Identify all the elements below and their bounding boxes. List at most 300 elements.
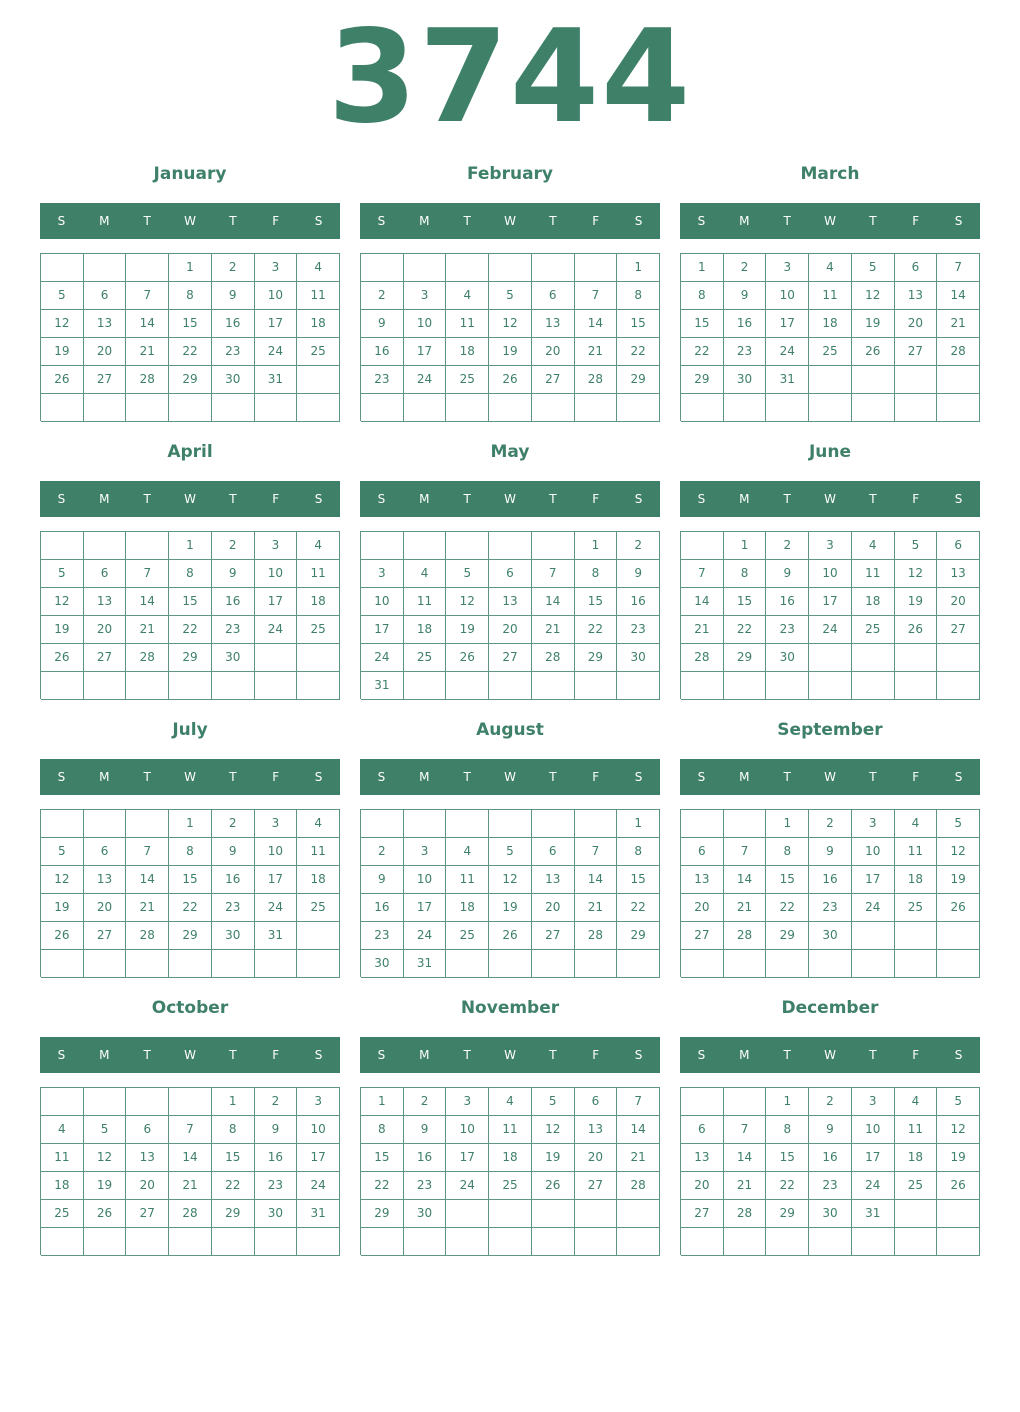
empty-cell (126, 1228, 169, 1256)
day-cell: 16 (361, 894, 404, 922)
day-cell: 7 (126, 838, 169, 866)
day-cell: 6 (532, 838, 575, 866)
weekday-label: S (697, 492, 706, 506)
empty-cell (169, 394, 212, 422)
day-cell: 5 (852, 254, 895, 282)
day-cell: 15 (575, 588, 618, 616)
weekday-header (40, 1037, 340, 1073)
empty-cell (404, 810, 447, 838)
day-cell: 1 (212, 1088, 255, 1116)
weekday-header (360, 203, 660, 239)
day-cell: 4 (489, 1088, 532, 1116)
weekday-label: T (143, 770, 151, 784)
empty-cell (212, 1228, 255, 1256)
empty-cell (766, 394, 809, 422)
day-cell: 1 (617, 810, 660, 838)
weekday-label: S (57, 1048, 66, 1062)
day-cell: 24 (852, 1172, 895, 1200)
empty-cell (895, 672, 938, 700)
day-cell: 8 (681, 282, 724, 310)
day-cell: 14 (575, 866, 618, 894)
empty-cell (575, 1228, 618, 1256)
day-cell: 16 (255, 1144, 298, 1172)
empty-cell (937, 1200, 980, 1228)
day-cell: 8 (169, 560, 212, 588)
day-cell: 21 (575, 894, 618, 922)
day-cell: 2 (361, 838, 404, 866)
weekday-label: F (272, 492, 280, 506)
weekday-header (360, 481, 660, 517)
day-cell: 13 (937, 560, 980, 588)
day-cell: 24 (297, 1172, 340, 1200)
day-cell: 19 (937, 1144, 980, 1172)
empty-cell (532, 1228, 575, 1256)
day-cell: 24 (361, 644, 404, 672)
empty-cell (681, 950, 724, 978)
day-cell: 4 (41, 1116, 84, 1144)
day-cell: 18 (895, 1144, 938, 1172)
weekday-label: F (592, 1048, 600, 1062)
day-cell: 24 (404, 366, 447, 394)
empty-cell (489, 1200, 532, 1228)
day-cell: 11 (809, 282, 852, 310)
day-grid (680, 253, 980, 421)
month-name: November (460, 998, 560, 1018)
weekday-label: W (504, 1048, 516, 1062)
day-cell: 14 (126, 866, 169, 894)
weekday-label: M (739, 492, 750, 506)
day-grid (40, 253, 340, 421)
empty-cell (41, 810, 84, 838)
weekday-label: S (314, 492, 323, 506)
empty-cell (617, 950, 660, 978)
day-cell: 2 (809, 1088, 852, 1116)
day-cell: 10 (852, 1116, 895, 1144)
day-cell: 25 (852, 616, 895, 644)
empty-cell (41, 1088, 84, 1116)
weekday-label: T (143, 214, 151, 228)
day-cell: 3 (446, 1088, 489, 1116)
day-cell: 8 (766, 1116, 809, 1144)
day-cell: 26 (532, 1172, 575, 1200)
day-cell: 26 (489, 922, 532, 950)
empty-cell (361, 810, 404, 838)
empty-cell (852, 922, 895, 950)
day-cell: 16 (212, 310, 255, 338)
day-cell: 13 (84, 588, 127, 616)
weekday-label: W (504, 214, 516, 228)
day-cell: 29 (361, 1200, 404, 1228)
weekday-label: T (783, 492, 791, 506)
day-cell: 14 (681, 588, 724, 616)
weekday-label: F (912, 1048, 920, 1062)
day-cell: 16 (212, 866, 255, 894)
weekday-label: F (272, 214, 280, 228)
day-cell: 5 (41, 282, 84, 310)
day-cell: 23 (809, 1172, 852, 1200)
weekday-label: M (739, 770, 750, 784)
day-grid (40, 531, 340, 699)
day-cell: 19 (446, 616, 489, 644)
day-cell: 10 (255, 282, 298, 310)
day-cell: 8 (766, 838, 809, 866)
day-cell: 3 (404, 282, 447, 310)
day-cell: 16 (766, 588, 809, 616)
day-cell: 25 (895, 894, 938, 922)
weekday-label: S (634, 492, 643, 506)
weekday-label: T (783, 214, 791, 228)
day-cell: 1 (617, 254, 660, 282)
empty-cell (809, 672, 852, 700)
day-cell: 28 (169, 1200, 212, 1228)
weekday-label: M (99, 214, 110, 228)
day-cell: 11 (404, 588, 447, 616)
empty-cell (446, 532, 489, 560)
day-cell: 14 (724, 1144, 767, 1172)
day-cell: 16 (809, 866, 852, 894)
empty-cell (852, 950, 895, 978)
weekday-label: T (463, 214, 471, 228)
day-cell: 25 (297, 894, 340, 922)
day-cell: 30 (766, 644, 809, 672)
day-cell: 18 (446, 338, 489, 366)
day-cell: 28 (575, 366, 618, 394)
weekday-label: S (954, 214, 963, 228)
year-title: 3744 (327, 3, 693, 152)
day-cell: 4 (895, 1088, 938, 1116)
day-cell: 23 (361, 366, 404, 394)
empty-cell (809, 394, 852, 422)
weekday-label: F (592, 492, 600, 506)
day-cell: 22 (617, 338, 660, 366)
weekday-label: T (229, 214, 237, 228)
day-cell: 13 (532, 866, 575, 894)
day-cell: 12 (84, 1144, 127, 1172)
empty-cell (489, 672, 532, 700)
month-name: May (490, 442, 530, 462)
day-cell: 29 (169, 366, 212, 394)
day-cell: 29 (169, 922, 212, 950)
day-cell: 17 (852, 1144, 895, 1172)
day-cell: 4 (446, 838, 489, 866)
day-cell: 21 (126, 616, 169, 644)
empty-cell (361, 1228, 404, 1256)
day-cell: 22 (169, 894, 212, 922)
empty-cell (361, 254, 404, 282)
weekday-label: M (739, 1048, 750, 1062)
day-cell: 15 (361, 1144, 404, 1172)
day-cell: 30 (212, 366, 255, 394)
day-cell: 7 (126, 560, 169, 588)
empty-cell (404, 394, 447, 422)
weekday-label: M (99, 492, 110, 506)
empty-cell (446, 950, 489, 978)
day-cell: 17 (404, 894, 447, 922)
day-cell: 2 (212, 532, 255, 560)
weekday-label: S (314, 770, 323, 784)
day-cell: 31 (404, 950, 447, 978)
day-cell: 6 (681, 1116, 724, 1144)
weekday-header (360, 1037, 660, 1073)
day-cell: 10 (255, 838, 298, 866)
day-cell: 9 (255, 1116, 298, 1144)
empty-cell (724, 1088, 767, 1116)
empty-cell (126, 394, 169, 422)
day-cell: 10 (446, 1116, 489, 1144)
day-cell: 21 (126, 338, 169, 366)
day-cell: 27 (681, 922, 724, 950)
day-cell: 13 (895, 282, 938, 310)
day-cell: 3 (255, 810, 298, 838)
day-cell: 1 (169, 810, 212, 838)
day-cell: 10 (809, 560, 852, 588)
empty-cell (489, 394, 532, 422)
day-cell: 9 (212, 560, 255, 588)
day-cell: 29 (766, 1200, 809, 1228)
empty-cell (575, 950, 618, 978)
day-cell: 27 (126, 1200, 169, 1228)
day-cell: 3 (766, 254, 809, 282)
day-cell: 1 (766, 1088, 809, 1116)
empty-cell (489, 810, 532, 838)
day-cell: 2 (617, 532, 660, 560)
day-cell: 9 (809, 1116, 852, 1144)
day-cell: 10 (404, 866, 447, 894)
empty-cell (361, 394, 404, 422)
day-cell: 8 (212, 1116, 255, 1144)
day-cell: 12 (937, 838, 980, 866)
day-cell: 31 (297, 1200, 340, 1228)
empty-cell (937, 366, 980, 394)
day-cell: 26 (895, 616, 938, 644)
day-cell: 14 (169, 1144, 212, 1172)
day-cell: 28 (724, 922, 767, 950)
day-cell: 7 (169, 1116, 212, 1144)
day-cell: 1 (724, 532, 767, 560)
day-cell: 4 (404, 560, 447, 588)
day-cell: 8 (169, 282, 212, 310)
empty-cell (404, 532, 447, 560)
day-cell: 29 (766, 922, 809, 950)
day-cell: 15 (169, 588, 212, 616)
empty-cell (532, 950, 575, 978)
weekday-label: S (954, 492, 963, 506)
empty-cell (361, 532, 404, 560)
empty-cell (575, 1200, 618, 1228)
day-cell: 27 (84, 644, 127, 672)
day-cell: 5 (937, 1088, 980, 1116)
day-cell: 9 (809, 838, 852, 866)
day-cell: 23 (212, 338, 255, 366)
empty-cell (937, 1228, 980, 1256)
day-cell: 19 (852, 310, 895, 338)
empty-cell (724, 672, 767, 700)
day-cell: 18 (895, 866, 938, 894)
day-cell: 19 (489, 894, 532, 922)
day-cell: 23 (404, 1172, 447, 1200)
day-cell: 18 (446, 894, 489, 922)
day-cell: 17 (404, 338, 447, 366)
empty-cell (575, 394, 618, 422)
day-cell: 21 (532, 616, 575, 644)
day-cell: 20 (681, 1172, 724, 1200)
weekday-label: S (57, 214, 66, 228)
empty-cell (852, 366, 895, 394)
day-cell: 18 (297, 588, 340, 616)
empty-cell (255, 672, 298, 700)
weekday-label: T (143, 492, 151, 506)
day-cell: 9 (617, 560, 660, 588)
day-cell: 9 (212, 282, 255, 310)
day-cell: 27 (84, 922, 127, 950)
empty-cell (852, 1228, 895, 1256)
day-cell: 6 (895, 254, 938, 282)
empty-cell (852, 394, 895, 422)
day-cell: 20 (937, 588, 980, 616)
day-cell: 23 (255, 1172, 298, 1200)
weekday-header (680, 1037, 980, 1073)
weekday-label: T (463, 1048, 471, 1062)
empty-cell (937, 644, 980, 672)
day-cell: 11 (446, 866, 489, 894)
day-cell: 16 (212, 588, 255, 616)
day-cell: 24 (404, 922, 447, 950)
empty-cell (41, 532, 84, 560)
empty-cell (126, 532, 169, 560)
empty-cell (84, 672, 127, 700)
weekday-label: T (143, 1048, 151, 1062)
day-cell: 12 (41, 588, 84, 616)
empty-cell (681, 532, 724, 560)
day-cell: 4 (809, 254, 852, 282)
weekday-label: T (869, 214, 877, 228)
day-cell: 15 (617, 866, 660, 894)
empty-cell (895, 1228, 938, 1256)
empty-cell (681, 1088, 724, 1116)
day-cell: 4 (297, 254, 340, 282)
day-cell: 9 (404, 1116, 447, 1144)
empty-cell (724, 950, 767, 978)
month-name: October (151, 998, 229, 1018)
weekday-label: S (697, 1048, 706, 1062)
empty-cell (617, 1200, 660, 1228)
day-cell: 12 (489, 310, 532, 338)
weekday-label: W (824, 770, 836, 784)
day-cell: 22 (169, 338, 212, 366)
day-cell: 22 (766, 1172, 809, 1200)
day-cell: 11 (297, 838, 340, 866)
day-cell: 2 (404, 1088, 447, 1116)
empty-cell (84, 950, 127, 978)
day-cell: 17 (446, 1144, 489, 1172)
day-cell: 26 (41, 922, 84, 950)
day-cell: 5 (41, 838, 84, 866)
day-cell: 30 (809, 922, 852, 950)
weekday-label: S (377, 770, 386, 784)
day-cell: 20 (532, 894, 575, 922)
day-cell: 30 (724, 366, 767, 394)
day-cell: 20 (575, 1144, 618, 1172)
weekday-label: F (592, 214, 600, 228)
day-cell: 9 (361, 310, 404, 338)
empty-cell (766, 672, 809, 700)
day-cell: 13 (126, 1144, 169, 1172)
empty-cell (681, 672, 724, 700)
day-cell: 3 (255, 254, 298, 282)
day-cell: 6 (681, 838, 724, 866)
day-grid (360, 253, 660, 421)
weekday-label: S (377, 1048, 386, 1062)
weekday-header (680, 759, 980, 795)
day-cell: 4 (297, 810, 340, 838)
day-cell: 6 (126, 1116, 169, 1144)
day-cell: 28 (617, 1172, 660, 1200)
day-cell: 10 (852, 838, 895, 866)
day-cell: 25 (895, 1172, 938, 1200)
empty-cell (532, 254, 575, 282)
month-name: March (800, 164, 860, 184)
day-cell: 21 (126, 894, 169, 922)
empty-cell (446, 254, 489, 282)
day-cell: 11 (297, 560, 340, 588)
month-name: January (153, 164, 227, 184)
day-cell: 20 (532, 338, 575, 366)
day-cell: 18 (404, 616, 447, 644)
weekday-label: W (504, 492, 516, 506)
day-cell: 20 (681, 894, 724, 922)
empty-cell (84, 532, 127, 560)
weekday-label: S (634, 214, 643, 228)
day-cell: 22 (681, 338, 724, 366)
day-cell: 8 (617, 282, 660, 310)
day-cell: 15 (617, 310, 660, 338)
weekday-label: W (824, 1048, 836, 1062)
day-cell: 17 (809, 588, 852, 616)
weekday-label: S (634, 1048, 643, 1062)
day-cell: 4 (895, 810, 938, 838)
day-cell: 8 (361, 1116, 404, 1144)
day-cell: 13 (681, 1144, 724, 1172)
day-cell: 1 (169, 254, 212, 282)
empty-cell (255, 950, 298, 978)
weekday-label: W (184, 1048, 196, 1062)
weekday-label: T (549, 770, 557, 784)
day-cell: 24 (809, 616, 852, 644)
day-cell: 26 (937, 894, 980, 922)
empty-cell (41, 1228, 84, 1256)
day-cell: 20 (489, 616, 532, 644)
weekday-label: M (99, 770, 110, 784)
weekday-label: W (504, 770, 516, 784)
day-cell: 9 (361, 866, 404, 894)
weekday-label: T (549, 1048, 557, 1062)
day-cell: 19 (41, 616, 84, 644)
day-cell: 4 (852, 532, 895, 560)
empty-cell (937, 950, 980, 978)
weekday-label: T (549, 214, 557, 228)
empty-cell (84, 254, 127, 282)
day-cell: 3 (852, 810, 895, 838)
weekday-label: T (869, 770, 877, 784)
empty-cell (126, 1088, 169, 1116)
day-cell: 5 (937, 810, 980, 838)
empty-cell (255, 1228, 298, 1256)
day-cell: 23 (724, 338, 767, 366)
empty-cell (126, 810, 169, 838)
weekday-label: F (592, 770, 600, 784)
empty-cell (446, 1228, 489, 1256)
day-cell: 17 (255, 310, 298, 338)
